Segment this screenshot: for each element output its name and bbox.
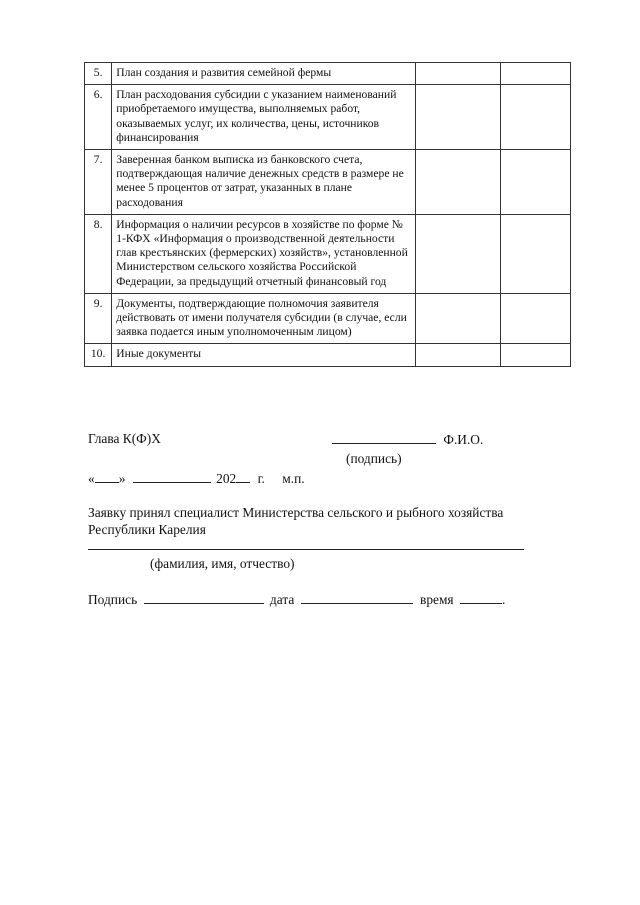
- table-row: [85, 293, 571, 344]
- table-row: [85, 214, 571, 293]
- date-open-quote: «: [88, 471, 95, 486]
- row-description: План расходования субсидии с указанием наименований приобретаемого имущества, выполняемых работ, оказываемых услуг, их количества, цены, источников финансирования: [112, 85, 416, 150]
- documents-table-body: [85, 63, 571, 367]
- empty-cell: [501, 63, 571, 85]
- empty-cell: [501, 85, 571, 150]
- fio-label: Ф.И.О.: [443, 432, 484, 447]
- signature-blank: [332, 431, 436, 444]
- date-blank: [301, 591, 413, 604]
- table-row: [85, 63, 571, 85]
- empty-cell: [501, 150, 571, 215]
- signature-blank: [144, 591, 264, 604]
- head-label: Глава К(Ф)Х: [88, 431, 161, 446]
- empty-cell: [501, 344, 571, 366]
- signature-label: Подпись: [88, 592, 138, 607]
- head-signature-line: [332, 431, 483, 448]
- empty-cell: [416, 85, 501, 150]
- row-number: 9.: [85, 293, 112, 344]
- row-description: Документы, подтверждающие полномочия заявителя действовать от имени получателя субсидии (в случае, если заявка подается иным уполномоченным лицом): [112, 293, 416, 344]
- empty-cell: [416, 214, 501, 293]
- row-number: 8.: [85, 214, 112, 293]
- row-description: Заверенная банком выписка из банковского счета, подтверждающая наличие денежных средств в размере не менее 5 процентов от затрат, указанных в плане расходования: [112, 150, 416, 215]
- row-number: 10.: [85, 344, 112, 366]
- row-description: Информация о наличии ресурсов в хозяйстве по форме № 1-КФХ «Информация о производственной деятельности глав крестьянских (фермерских) хозяйств», установленной Министерством сельского хозяйства Российской Федерации, за предыдущий отчетный финансовый год: [112, 214, 416, 293]
- date-line: [88, 470, 305, 487]
- documents-table: [84, 62, 571, 367]
- row-number: 6.: [85, 85, 112, 150]
- table-row: [85, 344, 571, 366]
- table-row: [85, 150, 571, 215]
- time-label: время: [420, 592, 454, 607]
- empty-cell: [416, 150, 501, 215]
- empty-cell: [416, 293, 501, 344]
- empty-cell: [416, 63, 501, 85]
- date-label: дата: [269, 592, 295, 607]
- specialist-name-blank: [88, 549, 524, 550]
- month-blank: [133, 470, 211, 483]
- acceptance-line-2: Республики Карелия: [88, 522, 206, 537]
- end-mark: .: [501, 592, 506, 607]
- table-row: [85, 85, 571, 150]
- stamp-label: м.п.: [282, 471, 305, 486]
- empty-cell: [416, 344, 501, 366]
- year-prefix: 202: [216, 471, 237, 486]
- year-suffix: г.: [257, 471, 265, 486]
- empty-cell: [501, 293, 571, 344]
- name-caption: (фамилия, имя, отчество): [150, 556, 295, 571]
- signature-caption: (подпись): [346, 451, 402, 466]
- row-description: План создания и развития семейной фермы: [112, 63, 416, 85]
- acceptance-line-1: Заявку принял специалист Министерства сельского и рыбного хозяйства: [88, 505, 504, 520]
- final-signature-line: [88, 591, 505, 608]
- day-blank: [95, 470, 119, 483]
- time-blank: [460, 591, 502, 604]
- row-number: 5.: [85, 63, 112, 85]
- row-number: 7.: [85, 150, 112, 215]
- date-close-quote: »: [118, 471, 126, 486]
- year-blank: [236, 470, 250, 483]
- empty-cell: [501, 214, 571, 293]
- row-description: Иные документы: [112, 344, 416, 366]
